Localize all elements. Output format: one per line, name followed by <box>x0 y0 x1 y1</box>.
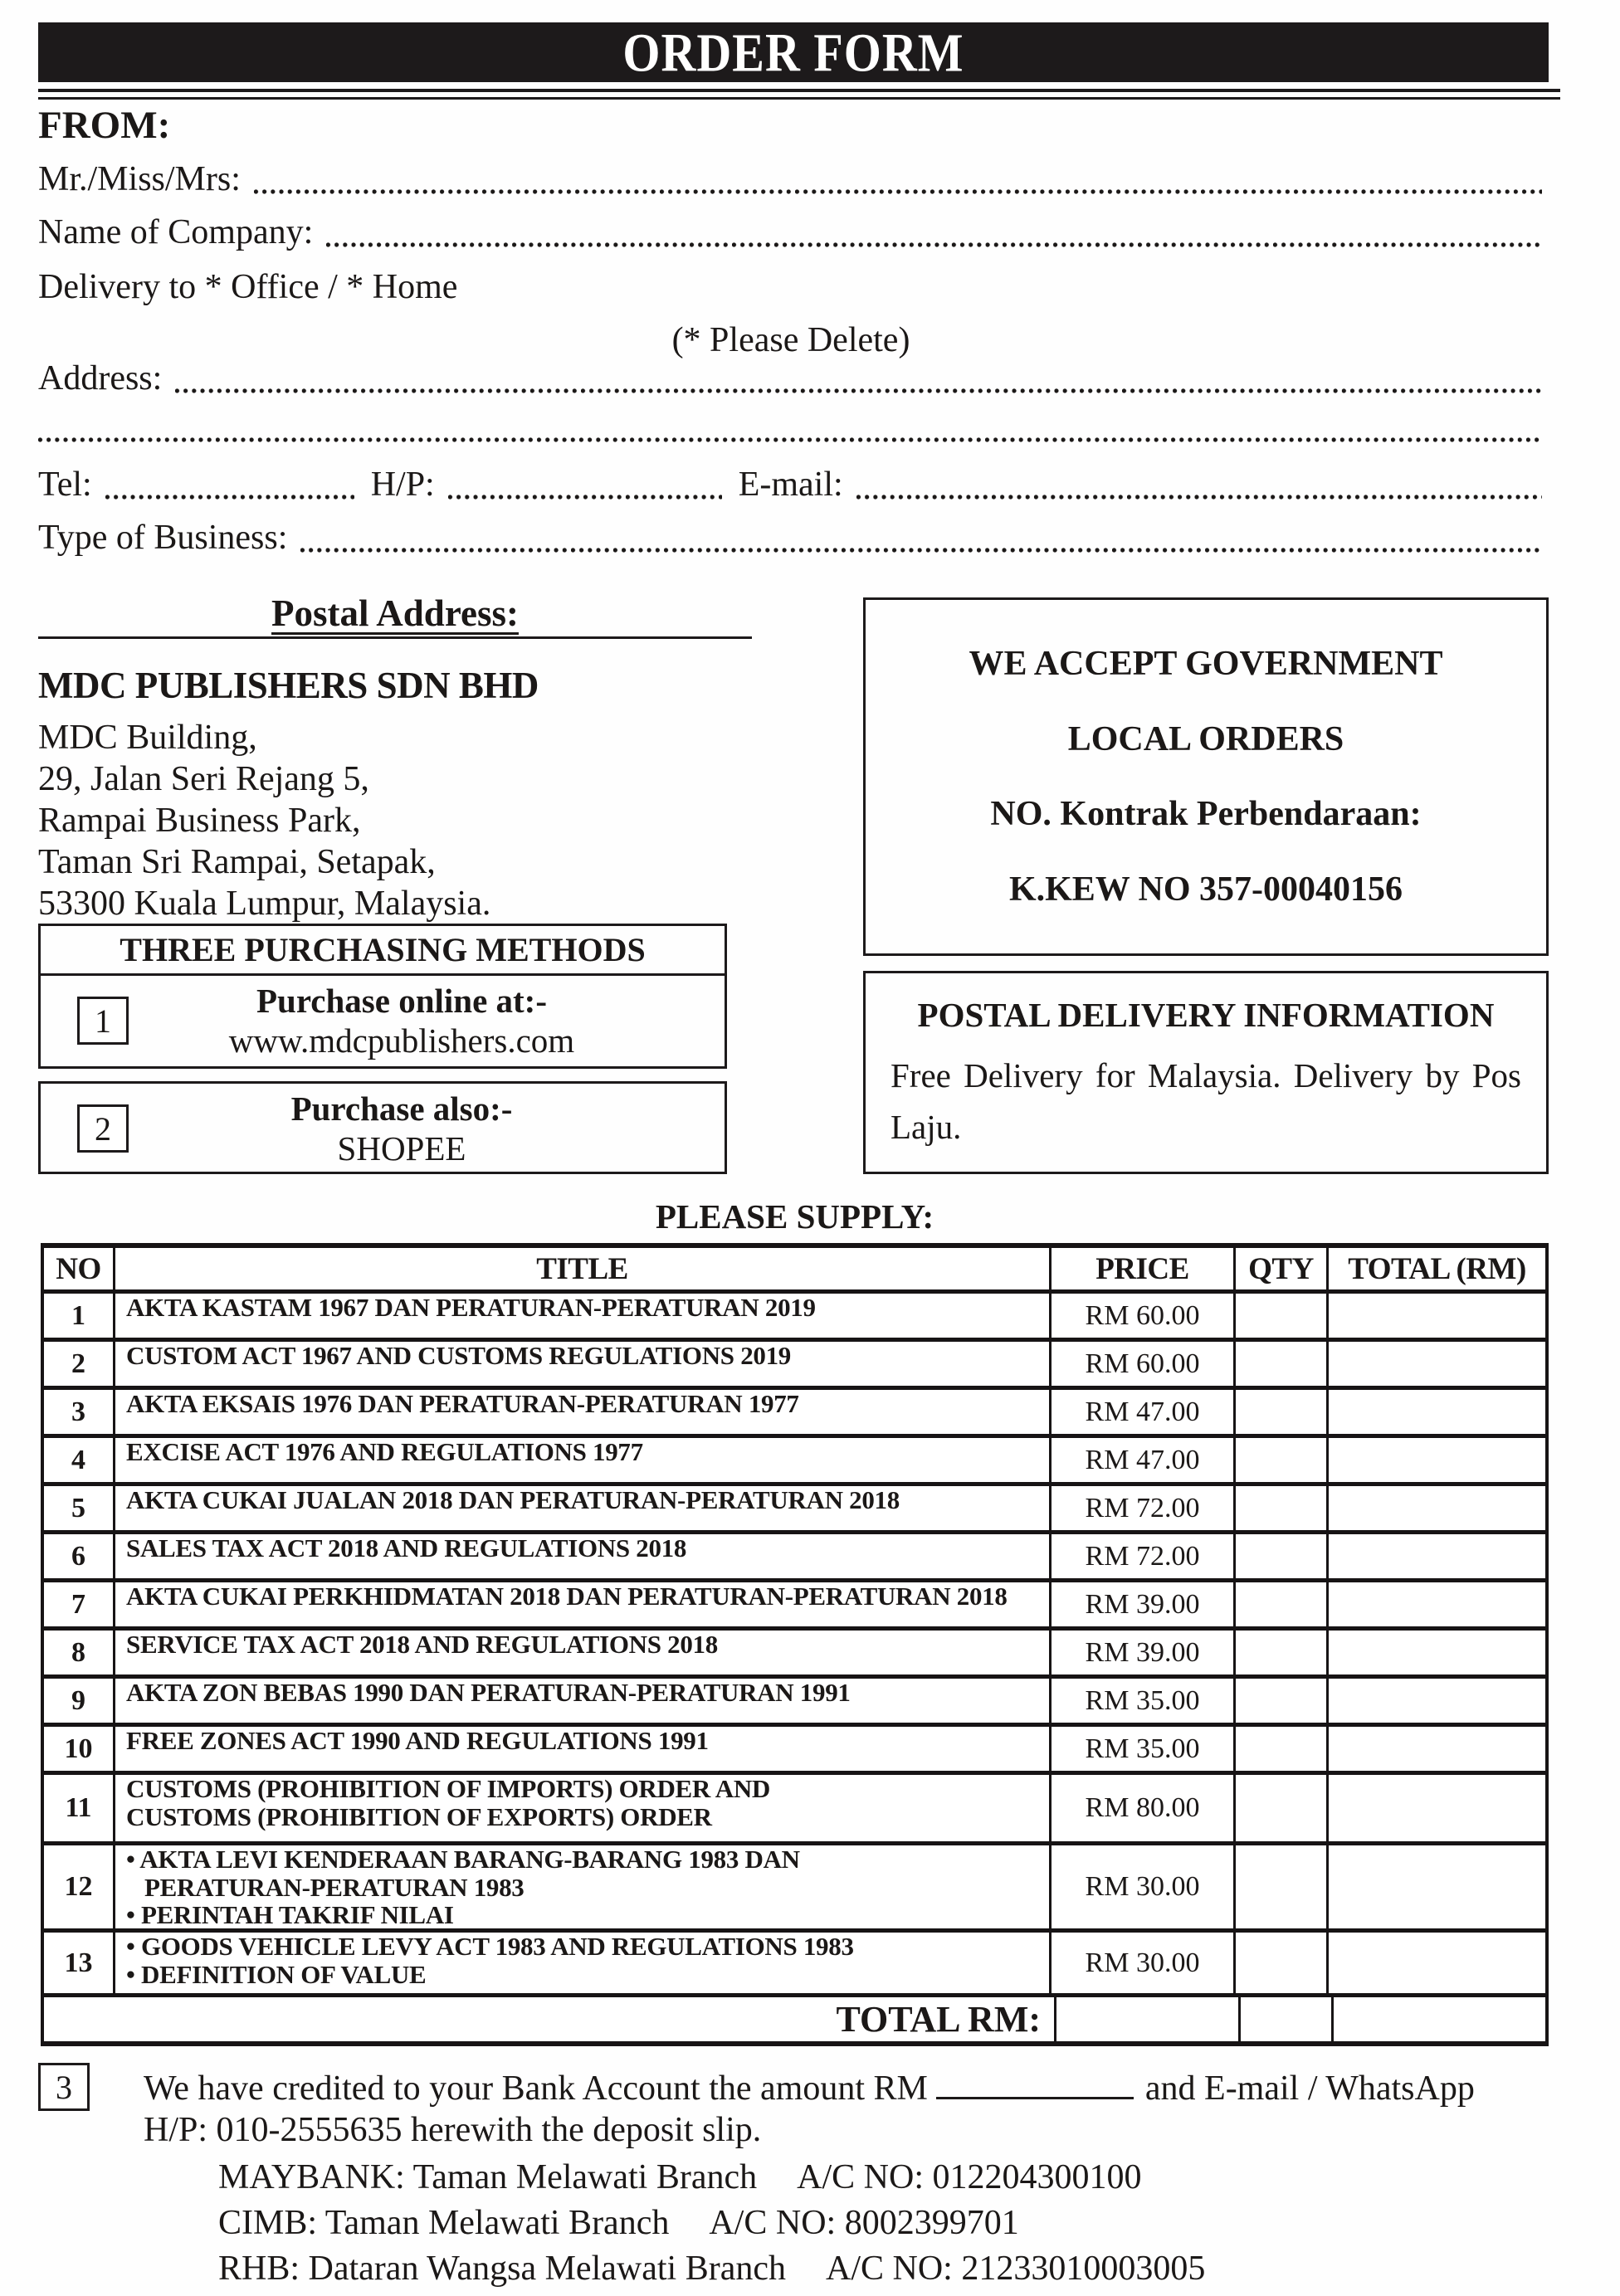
tel-field-input[interactable] <box>105 495 354 500</box>
postal-address-lines <box>38 717 752 924</box>
bank-account-list <box>218 2154 1205 2291</box>
form-title-banner <box>38 22 1549 82</box>
purchasing-method-1 <box>41 976 725 1065</box>
book-title-cell <box>115 1582 1052 1626</box>
row-number-cell: 2 <box>44 1342 115 1386</box>
purchasing-methods-heading: THREE PURCHASING METHODS <box>41 926 725 976</box>
page-title: ORDER FORM <box>622 21 964 84</box>
postal-address-line: Rampai Business Park, <box>38 802 361 840</box>
row-number-cell: 12 <box>44 1845 115 1928</box>
qty-input-cell[interactable] <box>1236 1390 1329 1434</box>
table-header-row <box>44 1248 1545 1294</box>
total-input-cell[interactable] <box>1329 1631 1545 1674</box>
book-title-line: • PERINTAH TAKRIF NILAI <box>126 1900 454 1929</box>
qty-input-cell[interactable] <box>1236 1582 1329 1626</box>
postal-address-heading: Postal Address: <box>38 589 752 639</box>
tel-field-label: Tel: <box>38 466 92 504</box>
email-field-input[interactable] <box>856 495 1542 500</box>
book-title-cell <box>115 1845 1052 1928</box>
postal-address-line: Taman Sri Rampai, Setapak, <box>38 843 436 881</box>
supply-table <box>41 1243 1549 2046</box>
total-input-cell[interactable] <box>1329 1933 1545 1993</box>
table-row <box>44 1679 1545 1727</box>
book-title-line: EXCISE ACT 1976 AND REGULATIONS 1977 <box>126 1437 643 1466</box>
qty-input-cell[interactable] <box>1236 1534 1329 1578</box>
row-number-cell: 10 <box>44 1727 115 1771</box>
total-input-cell[interactable] <box>1329 1534 1545 1578</box>
name-field-input[interactable] <box>254 189 1542 195</box>
price-cell: RM 60.00 <box>1052 1294 1236 1338</box>
bank-account-row <box>218 2200 1205 2245</box>
total-qty-cell[interactable] <box>1241 1997 1334 2041</box>
delivery-option-row <box>38 266 1544 309</box>
row-number-cell: 1 <box>44 1294 115 1338</box>
postal-address-line: 53300 Kuala Lumpur, Malaysia. <box>38 885 491 923</box>
double-rule <box>38 89 1560 100</box>
book-title-line: • AKTA LEVI KENDERAAN BARANG-BARANG 1983 DAN <box>126 1845 800 1874</box>
column-header-total: TOTAL (RM) <box>1348 1251 1526 1286</box>
government-box-line: WE ACCEPT GOVERNMENT <box>969 644 1443 683</box>
method-1-url: www.mdcpublishers.com <box>228 1021 575 1060</box>
book-title-cell <box>115 1342 1052 1386</box>
book-title-line: • GOODS VEHICLE LEVY ACT 1983 AND REGULATIONS 1983 <box>126 1932 854 1961</box>
column-header-qty: QTY <box>1236 1248 1329 1289</box>
table-row <box>44 1342 1545 1390</box>
name-field-label: Mr./Miss/Mrs: <box>38 160 241 198</box>
price-cell: RM 30.00 <box>1052 1933 1236 1993</box>
method-2-text <box>129 1089 675 1168</box>
book-title-cell <box>115 1727 1052 1771</box>
email-field-label: E-mail: <box>738 466 843 504</box>
total-price-cell[interactable] <box>1056 1997 1241 2041</box>
table-row <box>44 1390 1545 1438</box>
business-field-input[interactable] <box>300 548 1542 553</box>
column-header-price: PRICE <box>1052 1248 1236 1289</box>
address-field-label: Address: <box>38 359 163 397</box>
column-header-no: NO <box>44 1248 115 1289</box>
bank-account-number: A/C NO: 21233010003005 <box>825 2249 1206 2288</box>
postal-delivery-text: Free Delivery for Malaysia. Delivery by Pos Laju. <box>891 1056 1521 1146</box>
table-row <box>44 1534 1545 1582</box>
column-header-title: TITLE <box>115 1248 1052 1289</box>
price-cell: RM 72.00 <box>1052 1486 1236 1530</box>
book-title-line: AKTA CUKAI PERKHIDMATAN 2018 DAN PERATURAN-PERATURAN 2018 <box>126 1582 1008 1611</box>
book-title-cell <box>115 1534 1052 1578</box>
government-box-line: NO. Kontrak Perbendaraan: <box>990 795 1422 834</box>
payment-line-1-before: We have credited to your Bank Account the amount RM <box>144 2069 928 2108</box>
hp-field-label: H/P: <box>370 466 435 504</box>
book-title-line: AKTA CUKAI JUALAN 2018 DAN PERATURAN-PERATURAN 2018 <box>126 1485 900 1514</box>
book-title-line: CUSTOM ACT 1967 AND CUSTOMS REGULATIONS 2019 <box>126 1341 791 1370</box>
book-title-cell <box>115 1775 1052 1841</box>
company-field-label: Name of Company: <box>38 213 314 251</box>
price-cell: RM 47.00 <box>1052 1438 1236 1482</box>
method-2-number-box: 2 <box>77 1104 129 1153</box>
price-cell: RM 35.00 <box>1052 1679 1236 1723</box>
bank-account-number: A/C NO: 012204300100 <box>797 2157 1142 2196</box>
bank-branch: MAYBANK: Taman Melawati Branch <box>218 2157 758 2196</box>
bank-branch: RHB: Dataran Wangsa Melawati Branch <box>218 2249 786 2288</box>
total-amount-cell[interactable] <box>1334 1997 1545 2041</box>
bank-account-row <box>218 2154 1205 2200</box>
book-title-line: AKTA EKSAIS 1976 DAN PERATURAN-PERATURAN 1977 <box>126 1389 799 1418</box>
qty-input-cell[interactable] <box>1236 1342 1329 1386</box>
postal-address-company: MDC PUBLISHERS SDN BHD <box>38 665 539 706</box>
table-row <box>44 1933 1545 1997</box>
total-input-cell[interactable] <box>1329 1845 1545 1928</box>
total-input-cell[interactable] <box>1329 1390 1545 1434</box>
book-title-cell <box>115 1933 1052 1993</box>
table-row <box>44 1438 1545 1486</box>
purchasing-methods-box <box>38 924 727 1069</box>
table-row <box>44 1775 1545 1845</box>
price-cell: RM 30.00 <box>1052 1845 1236 1928</box>
table-row <box>44 1294 1545 1342</box>
company-field-row <box>38 211 1544 254</box>
method-1-title: Purchase online at:- <box>256 982 547 1020</box>
delivery-option-label: Delivery to * Office / * Home <box>38 268 458 306</box>
postal-address-block <box>38 589 752 924</box>
price-cell: RM 39.00 <box>1052 1631 1236 1674</box>
method-2-detail: SHOPEE <box>337 1129 466 1167</box>
method-2-title: Purchase also:- <box>290 1090 513 1128</box>
government-orders-box <box>863 597 1549 956</box>
qty-input-cell[interactable] <box>1236 1631 1329 1674</box>
government-box-line: LOCAL ORDERS <box>1067 719 1344 758</box>
qty-input-cell[interactable] <box>1236 1438 1329 1482</box>
address-field-input-line2[interactable] <box>38 437 1542 443</box>
row-number-cell: 4 <box>44 1438 115 1482</box>
qty-input-cell[interactable] <box>1236 1294 1329 1338</box>
total-input-cell[interactable] <box>1329 1727 1545 1771</box>
price-cell: RM 35.00 <box>1052 1727 1236 1771</box>
address-field-input[interactable] <box>175 388 1542 394</box>
postal-delivery-heading: POSTAL DELIVERY INFORMATION <box>917 996 1495 1034</box>
total-rm-label: TOTAL RM: <box>44 1997 1056 2041</box>
table-row <box>44 1631 1545 1679</box>
bank-branch: CIMB: Taman Melawati Branch <box>218 2203 670 2242</box>
purchasing-method-2 <box>41 1084 725 1173</box>
book-title-line: AKTA KASTAM 1967 DAN PERATURAN-PERATURAN 2019 <box>126 1293 816 1322</box>
purchasing-method-2-box <box>38 1081 727 1174</box>
row-number-cell: 8 <box>44 1631 115 1674</box>
book-title-cell <box>115 1390 1052 1434</box>
from-heading: FROM: <box>38 104 171 147</box>
row-number-cell: 9 <box>44 1679 115 1723</box>
price-cell: RM 60.00 <box>1052 1342 1236 1386</box>
bank-account-row <box>218 2245 1205 2291</box>
amount-blank-input[interactable] <box>936 2071 1134 2099</box>
table-total-row <box>44 1997 1545 2041</box>
table-row <box>44 1582 1545 1631</box>
book-title-line: CUSTOMS (PROHIBITION OF EXPORTS) ORDER <box>126 1801 712 1831</box>
postal-delivery-box <box>863 971 1549 1174</box>
qty-input-cell[interactable] <box>1236 1679 1329 1723</box>
payment-line-1 <box>144 2068 1559 2109</box>
hp-field-input[interactable] <box>448 495 722 500</box>
qty-input-cell[interactable] <box>1236 1845 1329 1928</box>
method-3-number-box: 3 <box>38 2063 90 2111</box>
government-box-line: K.KEW NO 357-00040156 <box>1008 870 1403 909</box>
total-input-cell[interactable] <box>1329 1679 1545 1723</box>
qty-input-cell[interactable] <box>1236 1486 1329 1530</box>
book-title-cell <box>115 1438 1052 1482</box>
total-input-cell[interactable] <box>1329 1294 1545 1338</box>
book-title-line: SALES TAX ACT 2018 AND REGULATIONS 2018 <box>126 1533 687 1562</box>
payment-line-1-after: and E-mail / WhatsApp <box>1144 2069 1475 2108</box>
book-title-line: • DEFINITION OF VALUE <box>126 1959 427 1989</box>
book-title-line: CUSTOMS (PROHIBITION OF IMPORTS) ORDER AND <box>126 1774 771 1803</box>
contact-field-row <box>38 463 1544 506</box>
price-cell: RM 80.00 <box>1052 1775 1236 1841</box>
qty-input-cell[interactable] <box>1236 1775 1329 1841</box>
book-title-cell <box>115 1679 1052 1723</box>
postal-address-line: 29, Jalan Seri Rejang 5, <box>38 760 369 798</box>
book-title-line: PERATURAN-PERATURAN 1983 <box>144 1872 525 1902</box>
qty-input-cell[interactable] <box>1236 1933 1329 1993</box>
book-title-line: SERVICE TAX ACT 2018 AND REGULATIONS 2018 <box>126 1630 718 1659</box>
business-field-label: Type of Business: <box>38 519 288 557</box>
postal-address-line: MDC Building, <box>38 719 257 757</box>
table-row <box>44 1727 1545 1775</box>
total-input-cell[interactable] <box>1329 1775 1545 1841</box>
price-cell: RM 47.00 <box>1052 1390 1236 1434</box>
row-number-cell: 7 <box>44 1582 115 1626</box>
row-number-cell: 5 <box>44 1486 115 1530</box>
total-input-cell[interactable] <box>1329 1486 1545 1530</box>
address-field-row <box>38 357 1544 400</box>
method-1-number-box: 1 <box>77 997 129 1045</box>
book-title-line: FREE ZONES ACT 1990 AND REGULATIONS 1991 <box>126 1726 709 1755</box>
total-input-cell[interactable] <box>1329 1342 1545 1386</box>
please-supply-heading: PLEASE SUPPLY: <box>655 1197 934 1236</box>
bank-account-number: A/C NO: 8002399701 <box>709 2203 1019 2242</box>
payment-instructions <box>144 2068 1559 2151</box>
price-cell: RM 72.00 <box>1052 1534 1236 1578</box>
payment-line-2: H/P: 010-2555635 herewith the deposit slip. <box>144 2111 762 2149</box>
business-field-row <box>38 516 1544 559</box>
total-input-cell[interactable] <box>1329 1438 1545 1482</box>
row-number-cell: 3 <box>44 1390 115 1434</box>
book-title-cell <box>115 1294 1052 1338</box>
table-row <box>44 1845 1545 1933</box>
price-cell: RM 39.00 <box>1052 1582 1236 1626</box>
method-1-text <box>129 981 675 1060</box>
row-number-cell: 6 <box>44 1534 115 1578</box>
company-field-input[interactable] <box>326 242 1542 248</box>
book-title-line: AKTA ZON BEBAS 1990 DAN PERATURAN-PERATURAN 1991 <box>126 1678 851 1707</box>
name-field-row <box>38 158 1544 201</box>
row-number-cell: 13 <box>44 1933 115 1993</box>
please-delete-note: (* Please Delete) <box>671 321 910 359</box>
book-title-cell <box>115 1631 1052 1674</box>
total-input-cell[interactable] <box>1329 1582 1545 1626</box>
table-row <box>44 1486 1545 1534</box>
row-number-cell: 11 <box>44 1775 115 1841</box>
book-title-cell <box>115 1486 1052 1530</box>
qty-input-cell[interactable] <box>1236 1727 1329 1771</box>
